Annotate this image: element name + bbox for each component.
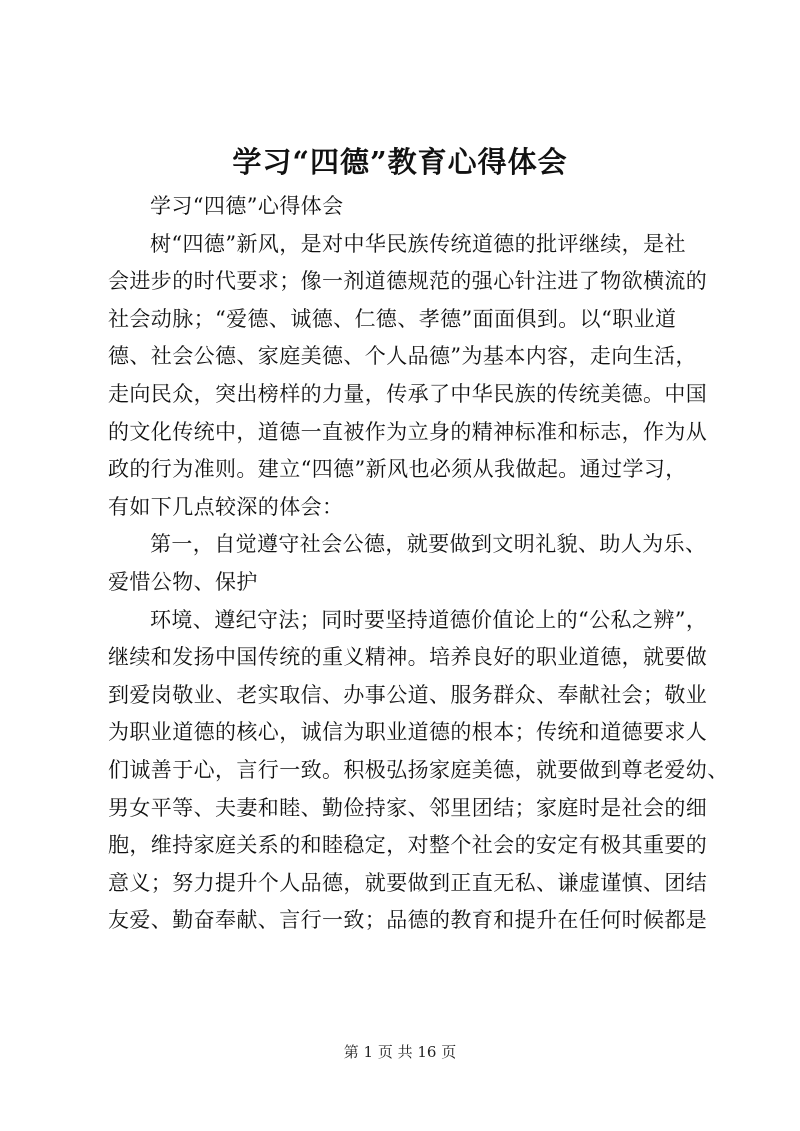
page-number-footer: 第 1 页 共 16 页 xyxy=(343,1043,457,1061)
text-line: 男女平等、夫妻和睦、勤俭持家、邻里团结；家庭时是社会的细 xyxy=(108,795,708,820)
document-body xyxy=(108,188,729,940)
text-line: 政的行为准则。建立“四德”新风也必须从我做起。通过学习， xyxy=(108,457,687,482)
text-line: 爱惜公物、保护 xyxy=(108,569,258,594)
text-line: 继续和发扬中国传统的重义精神。培养良好的职业道德，就要做 xyxy=(108,645,708,670)
text-line: 意义；努力提升个人品德，就要做到正直无私、谦虚谨慎、团结 xyxy=(108,870,708,895)
text-line: 会进步的时代要求；像一剂道德规范的强心针注进了物欲横流的 xyxy=(108,269,708,294)
text-line: 胞，维持家庭关系的和睦稳定，对整个社会的安定有极其重要的 xyxy=(108,833,708,858)
text-line: 友爱、勤奋奉献、言行一致；品德的教育和提升在任何时候都是 xyxy=(108,908,708,933)
text-line: 为职业道德的核心，诚信为职业道德的根本；传统和道德要求人 xyxy=(108,720,708,745)
text-line: 们诚善于心，言行一致。积极弘扬家庭美德，就要做到尊老爱幼、 xyxy=(108,757,729,782)
text-line: 有如下几点较深的体会： xyxy=(108,494,344,519)
text-line: 社会动脉；“爱德、诚德、仁德、孝德”面面俱到。以“职业道 xyxy=(108,306,677,331)
document-title: 学习“四德”教育心得体会 xyxy=(232,145,568,179)
text-line: 到爱岗敬业、老实取信、办事公道、服务群众、奉献社会；敬业 xyxy=(108,682,708,707)
text-line: 环境、遵纪守法；同时要坚持道德价值论上的“公私之辨”， xyxy=(150,607,708,632)
text-line: 德、社会公德、家庭美德、个人品德”为基本内容，走向生活， xyxy=(108,344,697,369)
text-line: 第一，自觉遵守社会公德，就要做到文明礼貌、助人为乐、 xyxy=(150,532,707,557)
text-line: 学习“四德”心得体会 xyxy=(150,194,344,218)
text-line: 走向民众，突出榜样的力量，传承了中华民族的传统美德。中国 xyxy=(108,381,708,406)
text-line: 的文化传统中，道德一直被作为立身的精神标准和标志，作为从 xyxy=(108,419,708,444)
text-line: 树“四德”新风，是对中华民族传统道德的批评继续，是社 xyxy=(150,231,686,256)
